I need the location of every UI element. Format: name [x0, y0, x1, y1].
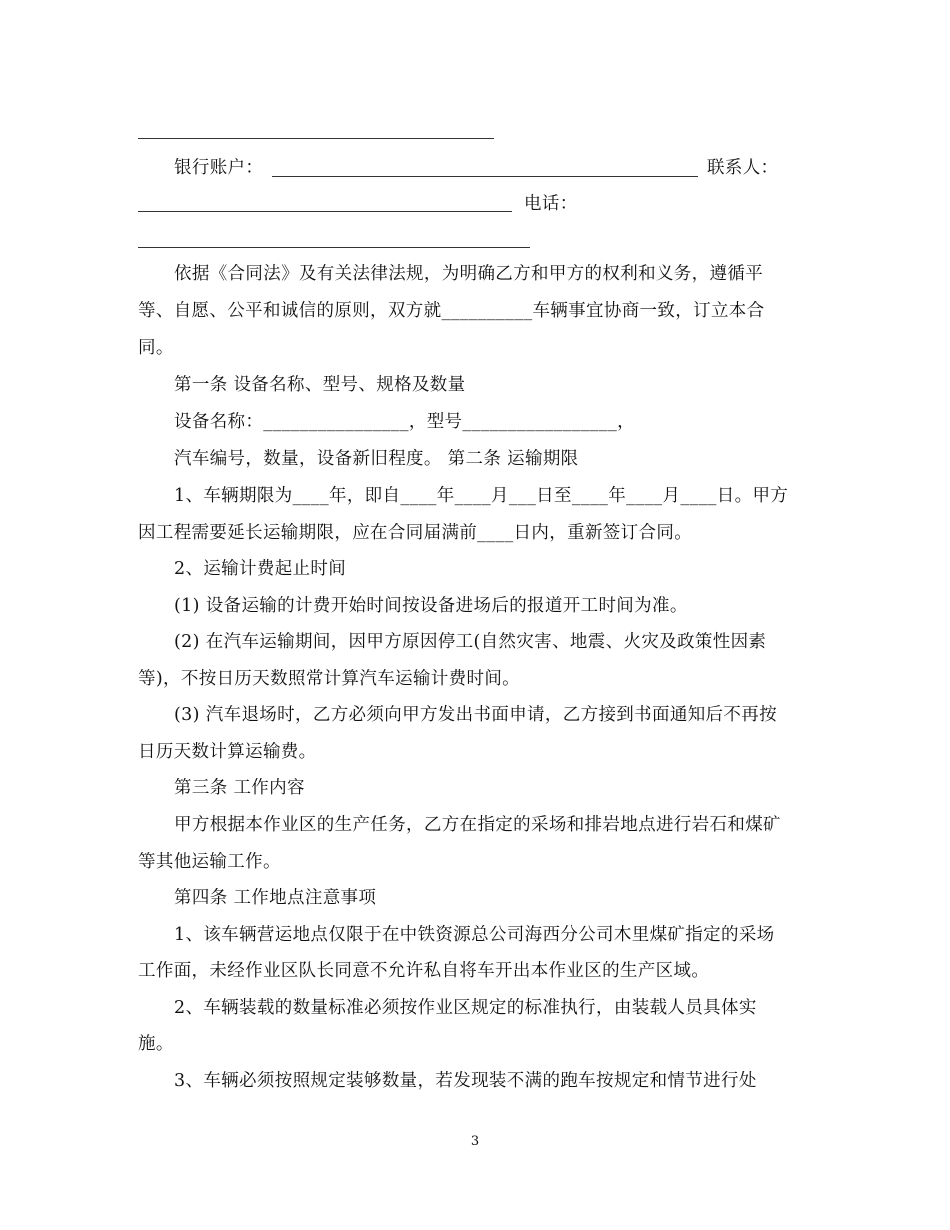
article-title: 第一条 设备名称、型号、规格及数量 [174, 375, 466, 395]
article-title: 第三条 工作内容 [174, 778, 305, 798]
paragraph-line: 因工程需要延长运输期限，应在合同届满前____日内，重新签订合同。 [138, 523, 693, 543]
paragraph-line: 1、车辆期限为____年，即自____年____月___日至____年____月____日。甲方 [174, 486, 789, 506]
paragraph-line: (1) 设备运输的计费开始时间按设备进场后的报道开工时间为准。 [174, 596, 688, 616]
bank-account-label: 银行账户： [174, 158, 264, 178]
paragraph-line: 等)，不按日历天数照常计算汽车运输计费时间。 [138, 669, 521, 689]
paragraph-line: 同。 [138, 338, 174, 358]
paragraph-line: 设备名称：________________，型号_________________， [174, 412, 635, 432]
paragraph-line: 工作面，未经作业区队长同意不允许私自将车开出本作业区的生产区域。 [138, 961, 710, 981]
paragraph-line: 2、车辆装载的数量标准必须按作业区规定的标准执行，由装载人员具体实 [174, 998, 757, 1018]
phone-label: 电话： [524, 194, 578, 214]
blank-line [138, 211, 512, 212]
blank-line [138, 247, 530, 248]
contact-label: 联系人： [707, 158, 779, 178]
blank-line [138, 138, 494, 139]
paragraph-line: 3、车辆必须按照规定装够数量，若发现装不满的跑车按规定和情节进行处 [174, 1071, 757, 1091]
paragraph-line: 汽车编号，数量，设备新旧程度。 第二条 运输期限 [174, 449, 579, 469]
paragraph-line: 甲方根据本作业区的生产任务，乙方在指定的采场和排岩地点进行岩石和煤矿 [174, 815, 781, 835]
paragraph-line: 等其他运输工作。 [138, 852, 281, 872]
paragraph-line: 日历天数计算运输费。 [138, 742, 317, 762]
page-number: 3 [470, 1134, 480, 1149]
paragraph-line: 1、该车辆营运地点仅限于在中铁资源总公司海西分公司木里煤矿指定的采场 [174, 925, 775, 945]
paragraph-line: (3) 汽车退场时，乙方必须向甲方发出书面申请，乙方接到书面通知后不再按 [174, 705, 777, 725]
paragraph-line: 依据《合同法》及有关法律法规，为明确乙方和甲方的权利和义务，遵循平 [174, 264, 764, 284]
paragraph-line: (2) 在汽车运输期间，因甲方原因停工(自然灾害、地震、火灾及政策性因素 [174, 632, 767, 652]
paragraph-line: 施。 [138, 1034, 174, 1054]
blank-line [272, 176, 698, 177]
paragraph-line: 等、自愿、公平和诚信的原则，双方就__________车辆事宜协商一致，订立本合 [138, 301, 765, 321]
article-title: 第四条 工作地点注意事项 [174, 888, 377, 908]
paragraph-line: 2、运输计费起止时间 [174, 559, 347, 579]
